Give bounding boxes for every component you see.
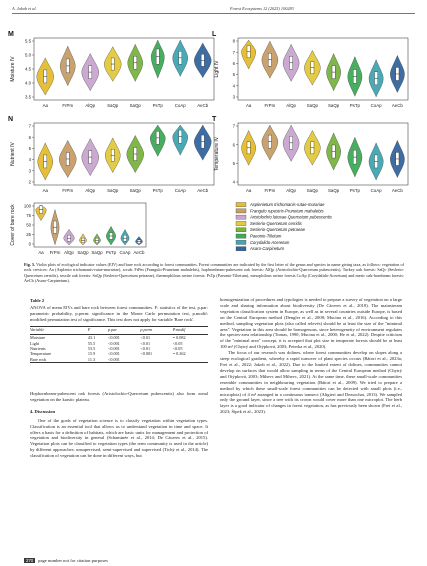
table-cell: <0.001 <box>108 346 120 352</box>
x-tick-label: SaQp <box>306 103 318 108</box>
x-tick-label: AlQp <box>85 103 96 108</box>
section-heading: 4. Discussion <box>30 408 56 414</box>
footer-note: page number not for citation purposes <box>38 558 108 563</box>
x-tick-label: SaQp <box>328 188 340 193</box>
y-tick-label: 50 <box>26 222 31 228</box>
panel-l <box>212 31 408 108</box>
table-cell: <0.01 <box>140 340 151 346</box>
panel-letter: L <box>212 31 217 38</box>
table-cell <box>173 357 208 363</box>
y-tick-label: 4 <box>232 179 235 185</box>
y-tick-label: 3 <box>28 168 31 174</box>
legend <box>236 202 333 251</box>
y-tick-label: 3 <box>232 94 235 100</box>
x-tick-label: AeCb <box>391 103 403 108</box>
x-tick-label: SaQp <box>107 188 119 193</box>
legend-swatch <box>236 221 246 225</box>
y-axis-label: Light IV <box>214 60 220 78</box>
x-tick-label: PsTp <box>349 188 360 193</box>
x-tick-label: AlQp <box>64 250 74 255</box>
table-cell: <0.001 <box>140 351 153 357</box>
y-axis-label: Cover of bare rock <box>10 204 16 246</box>
y-axis-label: Moisture IV <box>10 56 16 82</box>
paragraph: The focus of our research was dolines, where forest communities develop on slopes along a steep ecological gradient, whereby a rapid turnover of plant species occurs (Bátori et al., 2023a; Frei et al., 2022; Jakob et al., 2022). Due to the limited extent of dolines, communities cannot develop on surfaces that would allow sampling in terms of the Central European method (Chytrý and Otýpková, 2003; Mihevc and Mihevc, 2021). At the same time, these small-scale communities resemble communities in neighbouring vegetation (Bátori et al., 2009). We tried to prepare a method by which these small-scale forest communities can be detected with small plots (i.e., microplots) of 4 m² arranged in a continuous transect (Aligieri and Dezsochat, 2013). We sampled only the ground layer, since a tree with its crown would cover more than one microplot. The herb layer is a good indicator of changes in forest vegetation, as has previously been shown (Frei et al., 2023; Šipek et al., 2023). <box>220 350 402 415</box>
table-cell: 11.3 <box>88 357 108 363</box>
x-tick-label: AeCb <box>391 188 403 193</box>
table-cell: Moisture <box>30 335 46 341</box>
figure-caption-label: Fig. 5. <box>24 262 36 267</box>
y-tick-label: 5 <box>232 72 235 78</box>
legend-label: Paeonio-Tilietum <box>250 233 282 239</box>
panel-letter: M <box>8 31 14 38</box>
plot-frame <box>238 38 408 100</box>
table-cell: <0.01 <box>140 335 151 341</box>
x-tick-label: FrPm <box>264 103 276 108</box>
y-tick-label: 6 <box>28 134 31 140</box>
y-tick-label: 100 <box>23 203 31 209</box>
table-cell: <0.001 <box>108 335 120 341</box>
y-tick-label: 75 <box>26 213 31 219</box>
table-cell: 15.9 <box>87 351 96 357</box>
x-tick-label: CoAp <box>119 250 131 255</box>
y-tick-label: 4 <box>28 157 31 163</box>
y-tick-label: 5 <box>28 146 31 151</box>
x-tick-label: PsTp <box>105 250 117 255</box>
plot-frame <box>238 123 408 185</box>
y-tick-label: 8 <box>232 38 235 44</box>
x-tick-label: PsTp <box>349 103 360 108</box>
legend-swatch <box>236 209 246 213</box>
table-cell: = 0.262 <box>172 351 186 357</box>
y-tick-label: 6 <box>232 61 235 66</box>
panel-letter: T <box>212 116 217 123</box>
table-cell: 55.5 <box>87 340 96 346</box>
x-tick-label: SaQp <box>306 188 318 193</box>
table-cell: <0.001 <box>108 351 120 357</box>
y-axis-label: Nutrient IV <box>10 142 16 166</box>
x-tick-label: PsTp <box>152 103 163 108</box>
x-tick-label: AlQp <box>85 188 96 193</box>
x-tick-label: Aa <box>38 250 44 255</box>
y-tick-label: 0 <box>28 241 31 247</box>
y-tick-label: 5.0 <box>25 52 31 58</box>
table-header-cell: P.modif <box>173 326 208 335</box>
x-tick-label: SaQp <box>328 103 340 108</box>
table-cell: 43.1 <box>87 335 96 341</box>
table-title: Table 2 <box>30 298 45 303</box>
table-row <box>30 357 208 363</box>
table-caption: ANOVA of mean EIVs and bare rock between forest communities. F: statistics of the test, p.par: parametric probability, p.perm: significance in the Monte Carlo permutation test, p.modif: modified permutation test of significance. This test does not apply for variable 'Bare rock'. <box>30 304 208 322</box>
y-tick-label: 7 <box>28 123 31 129</box>
table-cell: = 0.082 <box>172 335 186 341</box>
y-axis-label: Temperature IV <box>214 136 220 172</box>
left-column <box>30 297 208 459</box>
x-tick-label: AlQp <box>286 188 297 193</box>
y-tick-label: 2 <box>28 179 31 185</box>
panel-m <box>8 31 214 108</box>
table-cell: <0.01 <box>140 346 151 352</box>
table-header-cell: F <box>88 326 108 335</box>
table-cell: <0.001 <box>108 340 120 346</box>
legend-swatch <box>236 247 246 251</box>
table-cell: Nutrients <box>30 346 46 352</box>
x-tick-label: FrPm <box>62 103 74 108</box>
figure-caption <box>24 262 404 283</box>
running-header-journal: Forest Ecosystems 12 (2025) 100283 <box>230 6 294 11</box>
panel-n <box>8 116 214 193</box>
x-tick-label: CoAp <box>174 188 186 193</box>
x-tick-label: AeCb <box>197 188 209 193</box>
column-spacer <box>30 363 208 391</box>
running-header-authors: A. Jakob et al. <box>12 6 37 11</box>
y-tick-label: 4 <box>232 83 235 89</box>
x-tick-label: SaQp <box>77 250 89 255</box>
y-tick-label: 3.5 <box>25 94 31 100</box>
panel-b <box>10 203 146 255</box>
legend-label: Frangulo rupestris-Prunetum mahalebis <box>250 208 324 214</box>
x-tick-label: FrPm <box>49 250 61 255</box>
y-tick-label: 5 <box>232 160 235 166</box>
legend-label: Aristolochio lutosae-Quercetum pubescentis <box>250 214 332 220</box>
y-tick-label: 4.0 <box>25 80 31 86</box>
legend-swatch <box>236 203 246 207</box>
x-tick-label: CoAp <box>174 103 186 108</box>
plot-frame <box>34 203 146 247</box>
figure-caption-text: Violin plots of ecological indicator values (EIV) and bare rock according to forest communities. Forest communities are indicated by the first letter of the genus and species in name giving taxa, as follows: vegetation of rock crevices: Aa (Asplenio trichomanis-rutae-murariae), scrub: FrPm (Frangulo-Prunetum mahalebis), hophornbeam-pubescent oak forests: AlQp (Aristolochio-Quercetum pubescentis), Turkey oak forests: SaQc (Seslerio-Quercetum cerridis), sessile oak forests: SaQp (Seslerio-Quercetum petraeae), thermophilous ravine forests: PsTp (Paeonio-Tilietum), mesophilous ravine forests CoAp (Corydalido-Aceretum) and mesic oak-hornbeam forests: AeCb (Asaro-Carpinetum). <box>24 262 404 283</box>
x-tick-label: AeCb <box>197 103 209 108</box>
x-tick-label: PsTp <box>152 188 163 193</box>
x-tick-label: SaQp <box>129 103 141 108</box>
x-tick-label: SaQp <box>107 103 119 108</box>
table-header-cell: Variable <box>30 326 88 335</box>
y-tick-label: 5.5 <box>25 38 31 44</box>
table-cell: <0.05 <box>172 346 183 352</box>
panel-letter: N <box>8 116 14 123</box>
paragraph: One of the goals of vegetation science is to classify vegetation within vegetation types. Classification is an essential tool that allows us to understand vegetation in time and space. It offers a basis for a definition of habitats, which are basic units for management and protection of vegetation and biodiversity in general (Schaminée et al., 2014; De Cáceres et al., 2015). Vegetation plots can be classified to vegetation types (the term community is used in the article) by different approaches: unsupervised, semi-supervised and supervised (Tichý et al., 2014). The classification of vegetation can be done in different ways, but <box>30 417 208 459</box>
x-tick-label: SaQp <box>129 188 141 193</box>
x-tick-label: Aa <box>42 188 48 193</box>
y-tick-label: 25 <box>26 232 31 238</box>
legend-swatch <box>236 234 246 238</box>
legend-swatch <box>236 228 246 232</box>
legend-swatch <box>236 215 246 219</box>
right-column <box>220 297 402 415</box>
x-tick-label: FrPm <box>264 188 276 193</box>
anova-table <box>30 326 208 363</box>
x-tick-label: AeCb <box>133 250 145 255</box>
figure-5 <box>0 0 427 262</box>
paragraph: homogenization of procedures and typologies is needed to prepare a survey of vegetation on a large scale and sharing information about biodiversity (De Cáceres et al., 2018). The mainstream vegetation classification system in Europe, as well as in several countries outside Europe, is based on the Central European method (Dengler et al., 2008; Mucina et al., 2016). According to this method, sampling vegetation plots (also called relevés) should be at least the size of the "minimal area". Vegetation in this area should be homogenous, since heterogeneity of environment regulates the species-area relationship (Tomas, 1990; Mucina et al., 2000; He et al., 2022). Despite criticism of the "minimal area" concept, it is accepted that plot size in temperate forests should be at least 100 m² (Chytrý and Otýpková, 2003; Peterka et al., 2020). <box>220 297 402 350</box>
legend-label: Asaro-Carpinetum <box>250 246 284 252</box>
x-tick-label: Aa <box>245 188 252 193</box>
legend-label: Asplenietum trichomanis-rutae-murariae <box>250 202 325 207</box>
legend-label: Corydalido-Aceretum <box>250 239 290 245</box>
y-tick-label: 4.5 <box>25 66 31 72</box>
x-tick-label: AlQp <box>286 103 297 108</box>
table-cell: <0.001 <box>108 357 140 363</box>
paragraph: Hophornbeam-pubescent oak forests (Aristolochio-Quercetum pubescentis) also form zonal vegetation on the karstic plateau. <box>30 391 208 402</box>
legend-swatch <box>236 240 246 244</box>
table-cell: Light <box>30 340 40 346</box>
legend-label: Seslerio-Quercetum petraeae <box>250 227 305 233</box>
table-cell: 53.5 <box>87 346 96 352</box>
x-tick-label: CoAp <box>370 103 382 108</box>
panel-t <box>212 116 408 193</box>
table-cell: <0.05 <box>172 340 183 346</box>
page-footer <box>24 558 108 563</box>
x-tick-label: FrPm <box>62 188 74 193</box>
y-tick-label: 6 <box>232 142 235 148</box>
page-number: 270 <box>26 558 34 563</box>
y-tick-label: 7 <box>232 49 235 55</box>
table-cell: Bare rock <box>30 357 88 363</box>
table-cell <box>140 357 172 363</box>
x-tick-label: SaQp <box>91 250 103 255</box>
table-header-cell: p.par <box>108 326 140 335</box>
x-tick-label: CoAp <box>370 188 382 193</box>
x-tick-label: Aa <box>42 103 48 108</box>
table-header-cell: p.perm <box>140 326 172 335</box>
legend-label: Seslerio-Quercetum cerridis <box>250 220 302 226</box>
table-cell: Temperature <box>30 351 52 357</box>
x-tick-label: Aa <box>245 103 252 108</box>
y-tick-label: 7 <box>232 123 235 129</box>
